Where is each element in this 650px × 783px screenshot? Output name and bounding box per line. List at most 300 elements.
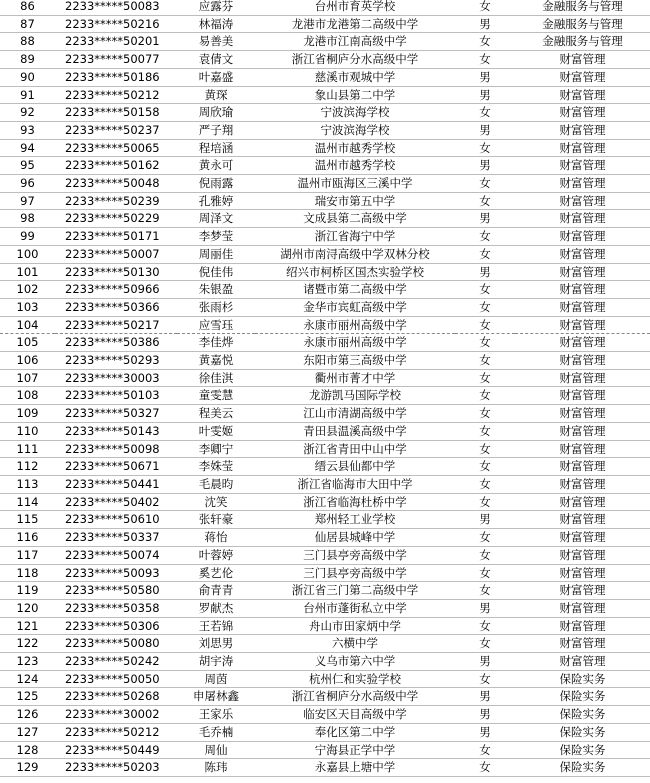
cell-name: 王家乐 bbox=[177, 706, 255, 724]
cell-gender: 男 bbox=[455, 723, 515, 741]
cell-no: 114 bbox=[0, 493, 55, 511]
table-row bbox=[0, 688, 650, 706]
cell-name: 蒋怡 bbox=[177, 529, 255, 547]
table-row bbox=[0, 723, 650, 741]
cell-id: 2233*****50358 bbox=[55, 599, 177, 617]
cell-major: 财富管理 bbox=[515, 68, 650, 86]
cell-major: 财富管理 bbox=[515, 316, 650, 334]
cell-id: 2233*****50048 bbox=[55, 175, 177, 193]
cell-gender: 女 bbox=[455, 281, 515, 299]
cell-gender: 女 bbox=[455, 617, 515, 635]
table-row bbox=[0, 352, 650, 370]
cell-major: 财富管理 bbox=[515, 210, 650, 228]
cell-name: 周泽文 bbox=[177, 210, 255, 228]
cell-major: 财富管理 bbox=[515, 635, 650, 653]
cell-no: 110 bbox=[0, 422, 55, 440]
cell-gender: 女 bbox=[455, 51, 515, 69]
cell-major: 金融服务与管理 bbox=[515, 15, 650, 33]
cell-major: 财富管理 bbox=[515, 298, 650, 316]
table-row bbox=[0, 529, 650, 547]
cell-name: 应雪珏 bbox=[177, 316, 255, 334]
cell-gender: 女 bbox=[455, 104, 515, 122]
table-row bbox=[0, 511, 650, 529]
cell-name: 周茵 bbox=[177, 670, 255, 688]
cell-gender: 男 bbox=[455, 599, 515, 617]
cell-no: 101 bbox=[0, 263, 55, 281]
cell-id: 2233*****50130 bbox=[55, 263, 177, 281]
cell-major: 财富管理 bbox=[515, 582, 650, 600]
cell-no: 108 bbox=[0, 387, 55, 405]
cell-no: 93 bbox=[0, 121, 55, 139]
cell-name: 严子翔 bbox=[177, 121, 255, 139]
table-row bbox=[0, 706, 650, 724]
cell-name: 李梦莹 bbox=[177, 228, 255, 246]
cell-major: 财富管理 bbox=[515, 511, 650, 529]
cell-id: 2233*****50216 bbox=[55, 15, 177, 33]
cell-name: 李卿宁 bbox=[177, 440, 255, 458]
cell-id: 2233*****50327 bbox=[55, 405, 177, 423]
cell-major: 财富管理 bbox=[515, 86, 650, 104]
cell-school: 龙港市龙港第二高级中学 bbox=[255, 15, 455, 33]
cell-name: 陈玮 bbox=[177, 759, 255, 777]
cell-major: 财富管理 bbox=[515, 192, 650, 210]
cell-gender: 女 bbox=[455, 0, 515, 15]
cell-name: 周丽佳 bbox=[177, 245, 255, 263]
cell-no: 87 bbox=[0, 15, 55, 33]
cell-gender: 女 bbox=[455, 228, 515, 246]
cell-major: 财富管理 bbox=[515, 475, 650, 493]
cell-no: 107 bbox=[0, 369, 55, 387]
cell-name: 叶雯姬 bbox=[177, 422, 255, 440]
cell-major: 财富管理 bbox=[515, 245, 650, 263]
cell-gender: 女 bbox=[455, 369, 515, 387]
cell-id: 2233*****50580 bbox=[55, 582, 177, 600]
cell-no: 117 bbox=[0, 546, 55, 564]
cell-gender: 女 bbox=[455, 670, 515, 688]
cell-no: 112 bbox=[0, 458, 55, 476]
cell-school: 三门县亭旁高级中学 bbox=[255, 564, 455, 582]
cell-id: 2233*****50268 bbox=[55, 688, 177, 706]
cell-major: 金融服务与管理 bbox=[515, 33, 650, 51]
cell-name: 倪佳伟 bbox=[177, 263, 255, 281]
table-row bbox=[0, 121, 650, 139]
cell-id: 2233*****50162 bbox=[55, 157, 177, 175]
table-row bbox=[0, 157, 650, 175]
table-row bbox=[0, 316, 650, 334]
cell-name: 王若锦 bbox=[177, 617, 255, 635]
cell-name: 俞青青 bbox=[177, 582, 255, 600]
table-row bbox=[0, 670, 650, 688]
cell-school: 仙居县城峰中学 bbox=[255, 529, 455, 547]
table-row bbox=[0, 617, 650, 635]
cell-school: 龙游凯马国际学校 bbox=[255, 387, 455, 405]
cell-school: 永嘉县上塘中学 bbox=[255, 759, 455, 777]
cell-no: 125 bbox=[0, 688, 55, 706]
cell-id: 2233*****50402 bbox=[55, 493, 177, 511]
table-row bbox=[0, 422, 650, 440]
cell-major: 财富管理 bbox=[515, 493, 650, 511]
cell-no: 96 bbox=[0, 175, 55, 193]
cell-major: 保险实务 bbox=[515, 741, 650, 759]
cell-major: 财富管理 bbox=[515, 369, 650, 387]
cell-gender: 男 bbox=[455, 688, 515, 706]
cell-name: 倪雨露 bbox=[177, 175, 255, 193]
cell-name: 周欣瑜 bbox=[177, 104, 255, 122]
cell-id: 2233*****50203 bbox=[55, 759, 177, 777]
table-row bbox=[0, 0, 650, 15]
table-row bbox=[0, 192, 650, 210]
cell-gender: 女 bbox=[455, 493, 515, 511]
table-row bbox=[0, 458, 650, 476]
cell-id: 2233*****50237 bbox=[55, 121, 177, 139]
cell-major: 财富管理 bbox=[515, 405, 650, 423]
cell-no: 102 bbox=[0, 281, 55, 299]
cell-no: 94 bbox=[0, 139, 55, 157]
cell-no: 126 bbox=[0, 706, 55, 724]
table-row bbox=[0, 86, 650, 104]
cell-id: 2233*****50217 bbox=[55, 316, 177, 334]
cell-school: 青田县温溪高级中学 bbox=[255, 422, 455, 440]
cell-no: 113 bbox=[0, 475, 55, 493]
cell-gender: 男 bbox=[455, 68, 515, 86]
cell-gender: 女 bbox=[455, 440, 515, 458]
table-row bbox=[0, 387, 650, 405]
cell-school: 浙江省临海杜桥中学 bbox=[255, 493, 455, 511]
cell-no: 86 bbox=[0, 0, 55, 15]
cell-gender: 女 bbox=[455, 352, 515, 370]
cell-no: 88 bbox=[0, 33, 55, 51]
cell-id: 2233*****50093 bbox=[55, 564, 177, 582]
cell-no: 98 bbox=[0, 210, 55, 228]
cell-id: 2233*****50143 bbox=[55, 422, 177, 440]
cell-id: 2233*****30002 bbox=[55, 706, 177, 724]
table-row bbox=[0, 599, 650, 617]
cell-school: 缙云县仙都中学 bbox=[255, 458, 455, 476]
table-row bbox=[0, 298, 650, 316]
cell-id: 2233*****50386 bbox=[55, 334, 177, 352]
cell-no: 122 bbox=[0, 635, 55, 653]
cell-no: 99 bbox=[0, 228, 55, 246]
cell-id: 2233*****50103 bbox=[55, 387, 177, 405]
cell-gender: 女 bbox=[455, 405, 515, 423]
cell-name: 袁倩文 bbox=[177, 51, 255, 69]
cell-no: 89 bbox=[0, 51, 55, 69]
cell-id: 2233*****50083 bbox=[55, 0, 177, 15]
cell-name: 叶嘉盛 bbox=[177, 68, 255, 86]
cell-gender: 女 bbox=[455, 334, 515, 352]
cell-major: 财富管理 bbox=[515, 104, 650, 122]
cell-school: 奉化区第二中学 bbox=[255, 723, 455, 741]
cell-no: 124 bbox=[0, 670, 55, 688]
cell-school: 象山县第二中学 bbox=[255, 86, 455, 104]
cell-major: 财富管理 bbox=[515, 617, 650, 635]
cell-school: 龙港市江南高级中学 bbox=[255, 33, 455, 51]
cell-school: 永康市丽州高级中学 bbox=[255, 316, 455, 334]
cell-no: 119 bbox=[0, 582, 55, 600]
cell-gender: 女 bbox=[455, 245, 515, 263]
table-row bbox=[0, 759, 650, 777]
cell-no: 121 bbox=[0, 617, 55, 635]
cell-gender: 男 bbox=[455, 706, 515, 724]
cell-no: 128 bbox=[0, 741, 55, 759]
cell-school: 宁波滨海学校 bbox=[255, 104, 455, 122]
cell-gender: 女 bbox=[455, 475, 515, 493]
cell-major: 财富管理 bbox=[515, 440, 650, 458]
cell-name: 毛晨昀 bbox=[177, 475, 255, 493]
cell-no: 105 bbox=[0, 334, 55, 352]
cell-name: 李姝莹 bbox=[177, 458, 255, 476]
cell-gender: 女 bbox=[455, 387, 515, 405]
cell-school: 台州市蓬街私立中学 bbox=[255, 599, 455, 617]
cell-major: 财富管理 bbox=[515, 228, 650, 246]
cell-gender: 男 bbox=[455, 653, 515, 671]
cell-name: 黄嘉悦 bbox=[177, 352, 255, 370]
cell-school: 温州市越秀学校 bbox=[255, 139, 455, 157]
table-row bbox=[0, 475, 650, 493]
cell-id: 2233*****30003 bbox=[55, 369, 177, 387]
cell-major: 财富管理 bbox=[515, 281, 650, 299]
cell-id: 2233*****50074 bbox=[55, 546, 177, 564]
cell-gender: 女 bbox=[455, 316, 515, 334]
cell-no: 129 bbox=[0, 759, 55, 777]
cell-no: 97 bbox=[0, 192, 55, 210]
cell-gender: 女 bbox=[455, 422, 515, 440]
cell-no: 92 bbox=[0, 104, 55, 122]
cell-no: 116 bbox=[0, 529, 55, 547]
cell-id: 2233*****50080 bbox=[55, 635, 177, 653]
cell-gender: 女 bbox=[455, 33, 515, 51]
table-row bbox=[0, 51, 650, 69]
table-row bbox=[0, 493, 650, 511]
cell-id: 2233*****50098 bbox=[55, 440, 177, 458]
cell-id: 2233*****50242 bbox=[55, 653, 177, 671]
cell-school: 舟山市田家炳中学 bbox=[255, 617, 455, 635]
cell-school: 金华市宾虹高级中学 bbox=[255, 298, 455, 316]
cell-name: 毛乔楠 bbox=[177, 723, 255, 741]
cell-school: 临安区天目高级中学 bbox=[255, 706, 455, 724]
cell-major: 财富管理 bbox=[515, 529, 650, 547]
cell-gender: 女 bbox=[455, 458, 515, 476]
cell-school: 永康市丽州高级中学 bbox=[255, 334, 455, 352]
cell-major: 保险实务 bbox=[515, 759, 650, 777]
cell-gender: 男 bbox=[455, 86, 515, 104]
cell-id: 2233*****50306 bbox=[55, 617, 177, 635]
cell-school: 诸暨市第二高级中学 bbox=[255, 281, 455, 299]
cell-name: 刘思男 bbox=[177, 635, 255, 653]
table-row bbox=[0, 245, 650, 263]
cell-name: 罗献杰 bbox=[177, 599, 255, 617]
cell-gender: 女 bbox=[455, 635, 515, 653]
cell-name: 叶蓉婷 bbox=[177, 546, 255, 564]
cell-major: 保险实务 bbox=[515, 706, 650, 724]
cell-school: 绍兴市柯桥区国杰实验学校 bbox=[255, 263, 455, 281]
cell-major: 财富管理 bbox=[515, 175, 650, 193]
table-row bbox=[0, 635, 650, 653]
cell-school: 衢州市菁才中学 bbox=[255, 369, 455, 387]
cell-school: 瑞安市第五中学 bbox=[255, 192, 455, 210]
cell-id: 2233*****50050 bbox=[55, 670, 177, 688]
cell-id: 2233*****50441 bbox=[55, 475, 177, 493]
cell-gender: 女 bbox=[455, 529, 515, 547]
cell-gender: 女 bbox=[455, 546, 515, 564]
cell-school: 宁波滨海学校 bbox=[255, 121, 455, 139]
cell-gender: 男 bbox=[455, 157, 515, 175]
table-row bbox=[0, 369, 650, 387]
cell-major: 财富管理 bbox=[515, 387, 650, 405]
cell-id: 2233*****50239 bbox=[55, 192, 177, 210]
cell-no: 90 bbox=[0, 68, 55, 86]
cell-name: 沈笑 bbox=[177, 493, 255, 511]
cell-id: 2233*****50201 bbox=[55, 33, 177, 51]
cell-gender: 男 bbox=[455, 263, 515, 281]
table-row bbox=[0, 546, 650, 564]
cell-id: 2233*****50366 bbox=[55, 298, 177, 316]
table-row bbox=[0, 104, 650, 122]
table-row bbox=[0, 281, 650, 299]
cell-major: 保险实务 bbox=[515, 723, 650, 741]
cell-no: 115 bbox=[0, 511, 55, 529]
table-row bbox=[0, 263, 650, 281]
cell-school: 浙江省海宁中学 bbox=[255, 228, 455, 246]
cell-major: 财富管理 bbox=[515, 599, 650, 617]
cell-gender: 男 bbox=[455, 121, 515, 139]
cell-gender: 女 bbox=[455, 759, 515, 777]
cell-major: 保险实务 bbox=[515, 670, 650, 688]
cell-id: 2233*****50158 bbox=[55, 104, 177, 122]
cell-name: 奚艺伦 bbox=[177, 564, 255, 582]
table-row bbox=[0, 68, 650, 86]
cell-no: 95 bbox=[0, 157, 55, 175]
cell-major: 财富管理 bbox=[515, 139, 650, 157]
cell-school: 宁海县正学中学 bbox=[255, 741, 455, 759]
cell-major: 财富管理 bbox=[515, 157, 650, 175]
cell-name: 黄琛 bbox=[177, 86, 255, 104]
cell-school: 湖州市南浔高级中学双林分校 bbox=[255, 245, 455, 263]
cell-no: 111 bbox=[0, 440, 55, 458]
cell-school: 浙江省三门第二高级中学 bbox=[255, 582, 455, 600]
cell-no: 120 bbox=[0, 599, 55, 617]
cell-id: 2233*****50212 bbox=[55, 723, 177, 741]
table-row bbox=[0, 334, 650, 352]
cell-school: 温州市越秀学校 bbox=[255, 157, 455, 175]
cell-id: 2233*****50212 bbox=[55, 86, 177, 104]
cell-school: 浙江省临海市大田中学 bbox=[255, 475, 455, 493]
cell-id: 2233*****50077 bbox=[55, 51, 177, 69]
cell-id: 2233*****50449 bbox=[55, 741, 177, 759]
cell-major: 财富管理 bbox=[515, 422, 650, 440]
cell-school: 杭州仁和实验学校 bbox=[255, 670, 455, 688]
cell-school: 义乌市第六中学 bbox=[255, 653, 455, 671]
table-row bbox=[0, 210, 650, 228]
cell-name: 徐佳淇 bbox=[177, 369, 255, 387]
cell-name: 周仙 bbox=[177, 741, 255, 759]
cell-school: 东阳市第三高级中学 bbox=[255, 352, 455, 370]
table-row bbox=[0, 33, 650, 51]
cell-id: 2233*****50186 bbox=[55, 68, 177, 86]
cell-school: 温州市瓯海区三溪中学 bbox=[255, 175, 455, 193]
cell-name: 应露芬 bbox=[177, 0, 255, 15]
cell-no: 104 bbox=[0, 316, 55, 334]
cell-no: 118 bbox=[0, 564, 55, 582]
cell-major: 财富管理 bbox=[515, 653, 650, 671]
cell-name: 张雨杉 bbox=[177, 298, 255, 316]
cell-no: 91 bbox=[0, 86, 55, 104]
cell-school: 三门县亭旁高级中学 bbox=[255, 546, 455, 564]
cell-gender: 女 bbox=[455, 741, 515, 759]
cell-name: 易善美 bbox=[177, 33, 255, 51]
cell-school: 六横中学 bbox=[255, 635, 455, 653]
cell-gender: 女 bbox=[455, 139, 515, 157]
table-row bbox=[0, 653, 650, 671]
cell-gender: 男 bbox=[455, 210, 515, 228]
cell-school: 慈溪市观城中学 bbox=[255, 68, 455, 86]
cell-major: 财富管理 bbox=[515, 546, 650, 564]
table-row bbox=[0, 175, 650, 193]
cell-major: 保险实务 bbox=[515, 688, 650, 706]
cell-major: 财富管理 bbox=[515, 458, 650, 476]
cell-gender: 女 bbox=[455, 564, 515, 582]
cell-id: 2233*****50671 bbox=[55, 458, 177, 476]
cell-name: 胡宇涛 bbox=[177, 653, 255, 671]
cell-name: 程美云 bbox=[177, 405, 255, 423]
table-row bbox=[0, 228, 650, 246]
cell-id: 2233*****50171 bbox=[55, 228, 177, 246]
table-row bbox=[0, 564, 650, 582]
cell-no: 123 bbox=[0, 653, 55, 671]
cell-id: 2233*****50966 bbox=[55, 281, 177, 299]
table-row bbox=[0, 139, 650, 157]
cell-no: 127 bbox=[0, 723, 55, 741]
table-row bbox=[0, 741, 650, 759]
cell-no: 109 bbox=[0, 405, 55, 423]
table-row bbox=[0, 405, 650, 423]
cell-name: 申屠林鑫 bbox=[177, 688, 255, 706]
cell-name: 朱银盈 bbox=[177, 281, 255, 299]
cell-id: 2233*****50610 bbox=[55, 511, 177, 529]
cell-id: 2233*****50007 bbox=[55, 245, 177, 263]
cell-major: 财富管理 bbox=[515, 121, 650, 139]
cell-name: 林福涛 bbox=[177, 15, 255, 33]
cell-school: 浙江省桐庐分水高级中学 bbox=[255, 51, 455, 69]
cell-major: 财富管理 bbox=[515, 564, 650, 582]
cell-school: 文成县第二高级中学 bbox=[255, 210, 455, 228]
cell-name: 程培涵 bbox=[177, 139, 255, 157]
cell-id: 2233*****50293 bbox=[55, 352, 177, 370]
cell-name: 李佳烨 bbox=[177, 334, 255, 352]
cell-gender: 男 bbox=[455, 511, 515, 529]
cell-gender: 女 bbox=[455, 192, 515, 210]
cell-school: 江山市清湖高级中学 bbox=[255, 405, 455, 423]
cell-name: 黄永可 bbox=[177, 157, 255, 175]
cell-no: 106 bbox=[0, 352, 55, 370]
cell-major: 财富管理 bbox=[515, 334, 650, 352]
cell-major: 财富管理 bbox=[515, 263, 650, 281]
table-row bbox=[0, 582, 650, 600]
cell-gender: 男 bbox=[455, 15, 515, 33]
cell-name: 张轩豪 bbox=[177, 511, 255, 529]
cell-major: 财富管理 bbox=[515, 352, 650, 370]
cell-school: 浙江省桐庐分水高级中学 bbox=[255, 688, 455, 706]
cell-gender: 女 bbox=[455, 298, 515, 316]
cell-school: 台州市育英学校 bbox=[255, 0, 455, 15]
cell-major: 财富管理 bbox=[515, 51, 650, 69]
cell-name: 孔雅婷 bbox=[177, 192, 255, 210]
cell-id: 2233*****50229 bbox=[55, 210, 177, 228]
cell-school: 郑州轻工业学校 bbox=[255, 511, 455, 529]
cell-no: 100 bbox=[0, 245, 55, 263]
cell-school: 浙江省青田中山中学 bbox=[255, 440, 455, 458]
cell-id: 2233*****50065 bbox=[55, 139, 177, 157]
